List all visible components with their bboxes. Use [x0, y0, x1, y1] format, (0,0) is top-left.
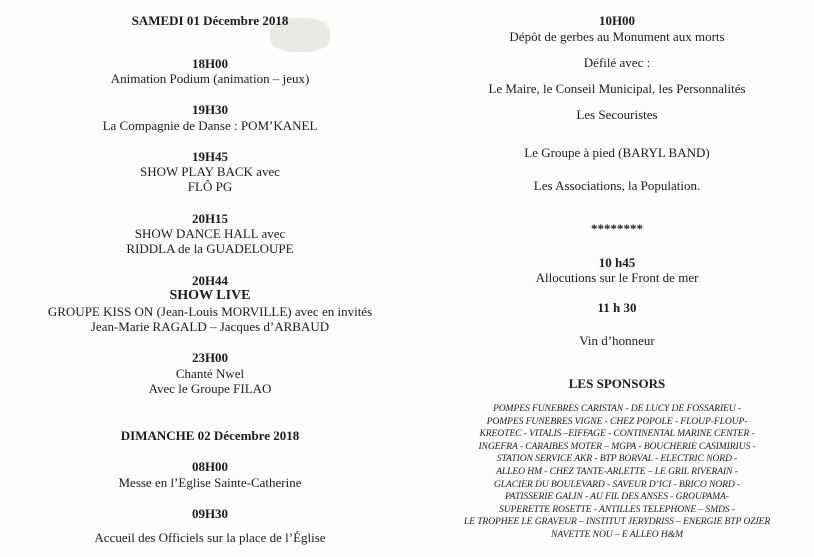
sponsors-line: PATISSERIE GALIN - AU FIL DES ANSES - GROUPAMA-: [505, 491, 729, 502]
sponsors-line: POMPES FUNEBRES VIGNE - CHEZ POPOLE - FLOUP-FLOUP-: [486, 416, 748, 427]
event-desc: Animation Podium (animation – jeux): [110, 71, 310, 86]
event-desc: Messe en l’Eglise Sainte-Catherine: [118, 475, 302, 490]
event-desc: Jean-Marie RAGALD – Jacques d’ARBAUD: [90, 319, 330, 334]
separator-stars: ********: [591, 221, 643, 236]
event-desc: SHOW PLAY BACK avec: [140, 164, 280, 179]
reception-desc: Vin d’honneur: [579, 333, 655, 348]
parade-item: Le Maire, le Conseil Municipal, les Personnalités: [488, 81, 746, 96]
parade-item: Les Secouristes: [576, 107, 658, 122]
ceremony-time: 10H00: [598, 13, 636, 28]
event-desc: SHOW DANCE HALL avec: [134, 226, 286, 241]
sponsors-line: INGEFRA - CARAIBES MOTER – MGPA - BOUCHERIE CASIMIRIUS -: [478, 441, 756, 452]
event-desc: RIDDLA de la GUADELOUPE: [126, 241, 294, 256]
event-time: 20H15: [191, 211, 229, 226]
event-time: 20H44: [191, 273, 229, 288]
event-time: 09H30: [191, 506, 229, 521]
event-time: 23H00: [191, 350, 229, 365]
event-time: 18H00: [191, 56, 229, 71]
day1-heading: SAMEDI 01 Décembre 2018: [131, 13, 289, 28]
event-desc: Avec le Groupe FILAO: [148, 381, 272, 396]
parade-item: Les Associations, la Population.: [533, 178, 701, 193]
parade-item: Le Groupe à pied (BARYL BAND): [524, 145, 710, 160]
sponsors-title: LES SPONSORS: [568, 376, 666, 391]
event-desc: GROUPE KISS ON (Jean-Louis MORVILLE) avec en invités: [47, 304, 373, 319]
sponsors-line: STATION SERVICE AKR - BTP BORVAL - ELECTRIC NORD -: [496, 453, 738, 464]
sponsors-line: ALLEO HM - CHEZ TANTE-ARLETTE – LE GRIL RIVERAIN -: [496, 466, 738, 477]
event-title: SHOW LIVE: [169, 288, 251, 303]
event-time: 19H30: [191, 102, 229, 117]
sponsors-line: GLACIER DU BOULEVARD - SAVEUR D’ICI - BRICO NORD -: [493, 479, 741, 490]
event-desc: FLÔ PG: [187, 179, 233, 194]
sponsors-line: SUPERETTE ROSETTE - ANTILLES TELEPHONE – SMDS -: [499, 504, 735, 515]
parade-intro: Défilé avec :: [583, 55, 651, 70]
day2-heading: DIMANCHE 02 Décembre 2018: [120, 428, 300, 443]
speeches-desc: Allocutions sur le Front de mer: [535, 270, 699, 285]
sponsors-line: POMPES FUNEBRES CARISTAN - DE LUCY DE FOSSARIEU -: [492, 403, 742, 414]
event-time: 19H45: [191, 149, 229, 164]
event-desc: Chanté Nwel: [175, 366, 245, 381]
reception-time: 11 h 30: [597, 300, 637, 315]
event-desc: Accueil des Officiels sur la place de l’Église: [94, 530, 326, 545]
event-time: 08H00: [191, 459, 229, 474]
speeches-time: 10 h45: [598, 255, 636, 270]
sponsors-line: LE TROPHEE LE GRAVEUR – INSTITUT JERYDRISS – ENERGIE BTP OZIER: [463, 516, 771, 527]
ceremony-desc: Dépôt de gerbes au Monument aux morts: [509, 29, 725, 44]
sponsors-line: NAVETTE NOU – E ALLEO H&M: [551, 529, 683, 540]
event-desc: La Compagnie de Danse : POM’KANEL: [102, 118, 318, 133]
sponsors-line: KREOTEC - VITALIS –EIFFAGE - CONTINENTAL MARINE CENTER -: [479, 428, 755, 439]
